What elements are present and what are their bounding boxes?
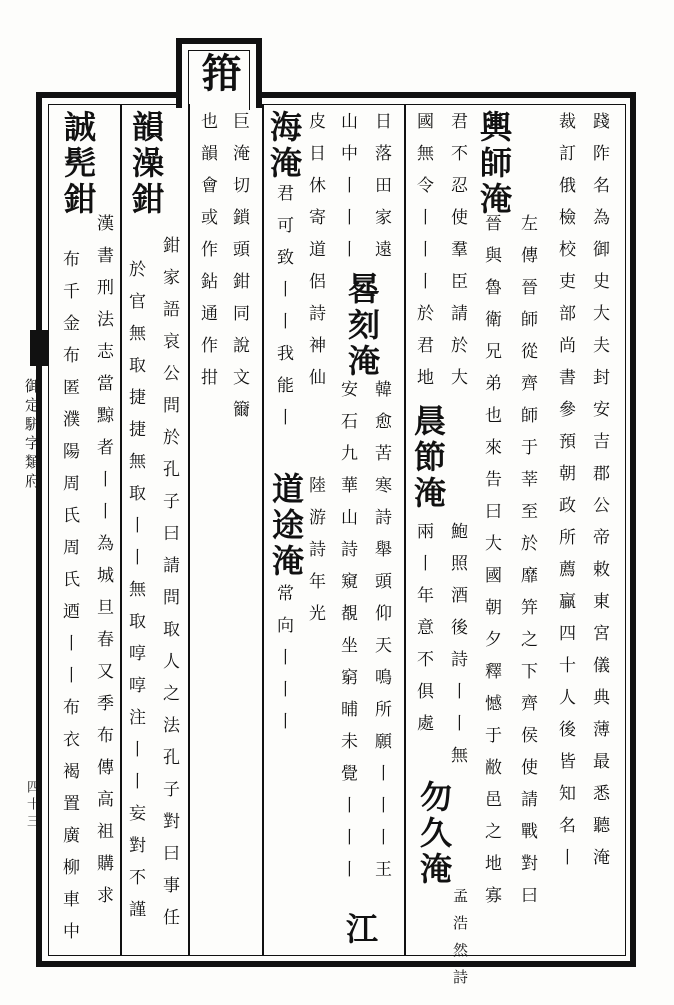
text-column: 踐阼名為御史大夫封安吉郡公帝敕東宮儀典薄最悉聽淹 xyxy=(589,112,609,880)
text-column: 江 xyxy=(341,912,379,948)
margin-book-title: 御定駢字類府 xyxy=(23,378,41,492)
text-column: 安石九華山詩窺覩坐窮晡未覺丨丨丨 xyxy=(337,380,357,892)
text-column: 左傳晉師從齊師于莘至於靡笄之下齊侯使請戰對曰 xyxy=(517,214,537,918)
column-divider xyxy=(404,104,406,956)
text-column: 國無令丨丨丨於君地 xyxy=(413,112,433,400)
text-column: 孟浩然詩 xyxy=(451,888,469,996)
entry-heading: 晨節淹 xyxy=(409,404,447,512)
text-column: 兩丨年意不俱處 xyxy=(413,522,433,746)
text-column: 漢書刑法志當黥者丨丨為城旦春又季布傳高祖購求 xyxy=(93,214,113,918)
entry-heading: 勿久淹 xyxy=(415,780,453,888)
column-divider xyxy=(120,104,122,956)
text-column: 裁訂俄檢校吏部尚書參預朝政所薦贏四十人後皆知名丨 xyxy=(555,112,575,880)
text-column: 巨淹切鎖頭鉗同說文籋 xyxy=(229,112,249,432)
text-column: 日落田家遠 xyxy=(371,112,391,272)
entry-heading: 輿師淹 xyxy=(475,110,513,218)
text-column: 鉗家語哀公問於孔子曰請問取人之法孔子對曰事任 xyxy=(159,236,179,940)
page-number: 四十三 xyxy=(24,780,39,831)
text-column: 君可致丨丨我能丨 xyxy=(273,184,293,440)
entry-heading: 誠髡鉗 xyxy=(59,110,97,218)
text-column: 晉與魯衛兄弟也來告曰大國朝夕釋憾于敝邑之地寡 xyxy=(481,214,501,918)
text-column: 皮日休寄道侶詩神仙 xyxy=(305,112,325,400)
text-column: 韓愈苦寒詩舉頭仰天鳴所願丨丨丨王 xyxy=(371,380,391,892)
text-column: 布千金布匿濮陽周氏周氏迺丨丨布衣褐置廣柳車中 xyxy=(59,250,79,954)
text-column: 鮑照酒後詩丨丨無 xyxy=(447,522,467,778)
entry-heading: 韻澡鉗 xyxy=(127,110,165,218)
text-column: 也韻會或作鉆通作拑 xyxy=(197,112,217,400)
text-column: 常向丨丨丨 xyxy=(273,584,293,744)
column-divider xyxy=(262,104,264,956)
text-column: 山中丨丨丨 xyxy=(337,112,357,272)
column-divider xyxy=(188,104,190,956)
text-column: 君不忍使羣臣請於大 xyxy=(447,112,467,400)
head-character: 箝 xyxy=(195,52,242,96)
entry-heading: 晷刻淹 xyxy=(343,272,381,380)
entry-heading: 道途淹 xyxy=(267,472,305,580)
text-column: 陸游詩年光 xyxy=(305,476,325,636)
text-column: 於官無取捷捷無取丨丨無取啍啍注丨丨妄對不謹 xyxy=(125,260,145,932)
entry-heading: 海淹 xyxy=(265,110,303,182)
